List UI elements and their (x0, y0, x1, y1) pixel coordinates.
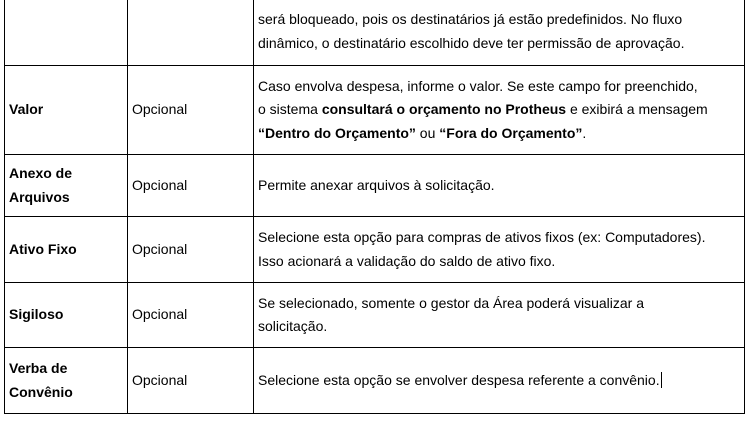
fields-table (4, 0, 745, 414)
requirement-text: Opcional (132, 101, 188, 118)
requirement-cell (128, 0, 254, 66)
description-text: ou (415, 124, 440, 141)
field-name-cell (5, 155, 128, 217)
description-cell (254, 0, 745, 66)
field-name-cell (5, 0, 128, 66)
table-row (5, 217, 745, 283)
field-name-line: Anexo de (9, 165, 73, 181)
table-row (5, 283, 745, 348)
requirement-text: Opcional (132, 240, 188, 257)
requirement-text: Opcional (132, 306, 188, 323)
field-name-line: Verba de (9, 360, 68, 376)
requirement-cell (128, 283, 254, 348)
requirement-cell (128, 155, 254, 217)
field-name-line: Convênio (9, 383, 73, 400)
description-cell[interactable] (254, 348, 745, 414)
description-cell (254, 155, 745, 217)
table-row (5, 348, 745, 414)
requirement-text: Opcional (132, 371, 188, 388)
requirement-cell (128, 66, 254, 155)
field-name-cell (5, 283, 128, 348)
field-name-cell (5, 66, 128, 155)
description-text: o sistema (258, 101, 322, 118)
field-name: Ativo Fixo (9, 240, 77, 257)
description-emphasis: consultará o orçamento no Protheus (321, 101, 567, 118)
description-line: será bloqueado, pois os destinatários já estão predefinidos. No fluxo (258, 11, 683, 27)
field-name-cell (5, 348, 128, 414)
description-text: Permite anexar arquivos à solicitação. (258, 176, 495, 193)
description-cell (254, 283, 745, 348)
requirement-cell (128, 348, 254, 414)
description-text: e exibirá a mensagem (566, 101, 708, 118)
field-name-line: Arquivos (9, 188, 70, 205)
description-cell (254, 66, 745, 155)
message-inside-budget: “Dentro do Orçamento” (258, 124, 416, 141)
field-name: Sigiloso (9, 306, 64, 323)
description-line: Se selecionado, somente o gestor da Área poderá visualizar a (258, 294, 645, 311)
table-row (5, 155, 745, 217)
message-outside-budget: “Fora do Orçamento” (439, 124, 583, 141)
description-line: dinâmico, o destinatário escolhido deve ter permissão de aprovação. (258, 34, 685, 51)
text-cursor (661, 372, 662, 388)
description-line: Isso acionará a validação do saldo de ativo fixo. (258, 252, 556, 269)
description-text: . (582, 124, 587, 141)
requirement-text: Opcional (132, 176, 188, 193)
description-text: Selecione esta opção se envolver despesa referente a convênio. (258, 371, 660, 388)
table-row (5, 0, 745, 66)
description-line: Caso envolva despesa, informe o valor. Se este campo for preenchido, (258, 77, 698, 94)
description-line: solicitação. (258, 318, 328, 334)
table-row (5, 66, 745, 155)
description-cell (254, 217, 745, 283)
field-name-cell (5, 217, 128, 283)
field-name: Valor (9, 101, 44, 118)
description-line: Selecione esta opção para compras de ativos fixos (ex: Computadores). (258, 229, 706, 245)
requirement-cell (128, 217, 254, 283)
